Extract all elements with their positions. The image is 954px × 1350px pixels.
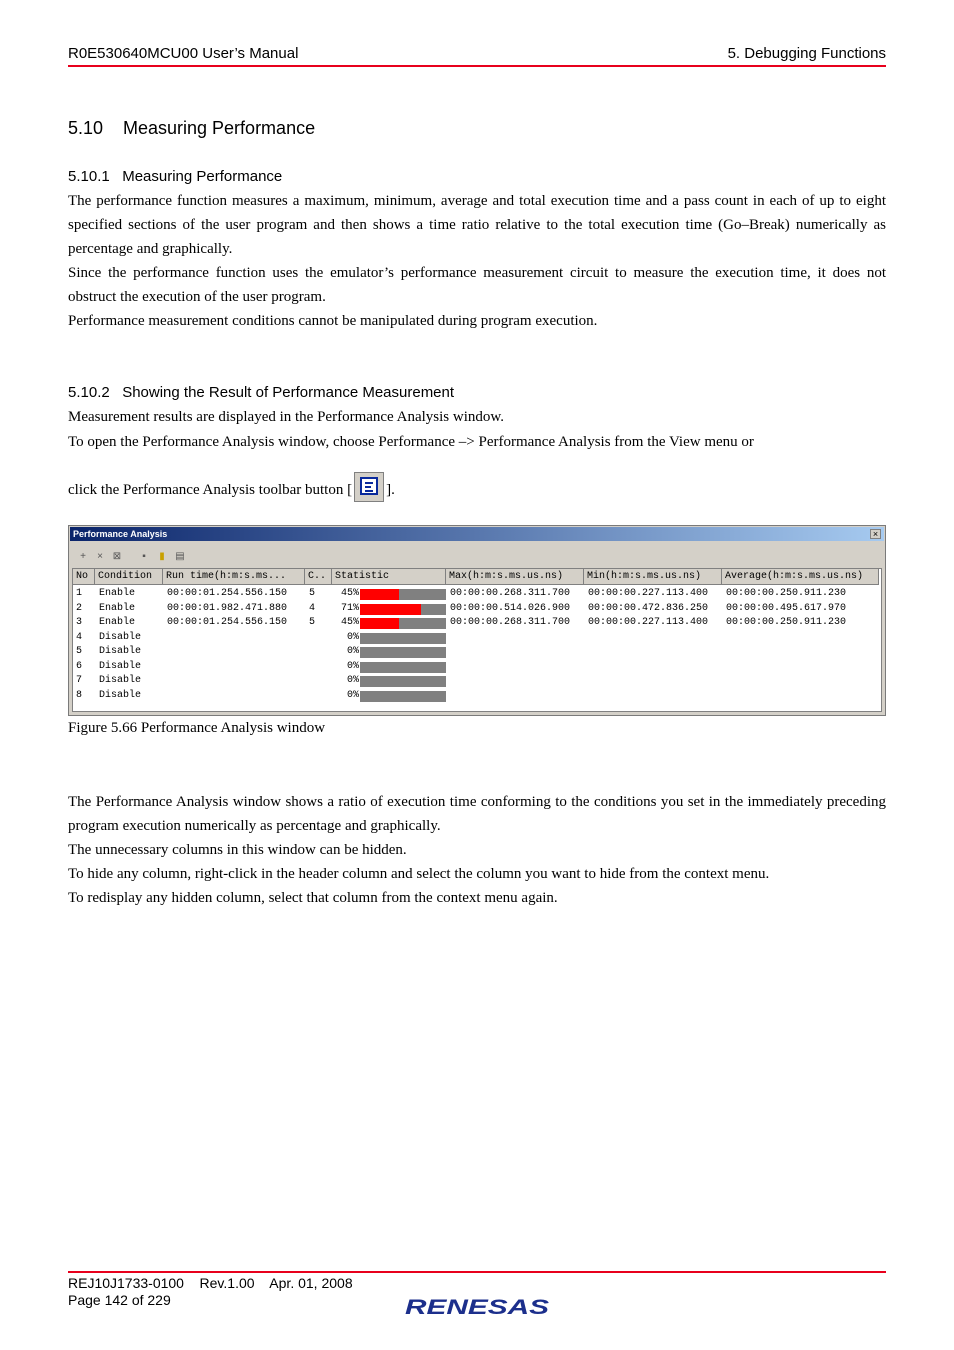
cell-average: 00:00:00.495.617.970 — [726, 602, 847, 614]
statistic-bar — [360, 676, 446, 687]
window-title-bar — [70, 527, 884, 541]
delete-condition-icon[interactable]: × — [97, 551, 103, 562]
column-header-average[interactable]: Average(h:m:s.ms.us.ns) — [722, 569, 879, 585]
section-heading — [68, 118, 315, 139]
column-header-run-time[interactable]: Run time(h:m:s.ms... — [163, 569, 305, 585]
column-header-no[interactable]: No — [73, 569, 95, 585]
table-row[interactable] — [73, 674, 881, 689]
statistic-bar — [360, 633, 446, 644]
cell-average: 00:00:00.250.911.230 — [726, 588, 847, 599]
paragraph: To hide any column, right-click in the header column and select the column you want to hide from the context menu. — [68, 866, 770, 882]
cell-percent: 0% — [346, 631, 359, 643]
cell-condition: Enable — [99, 588, 136, 599]
statistic-bar — [360, 662, 446, 673]
subsection-2-heading: 5.10.2 Showing the Result of Performance Measurement — [68, 384, 455, 401]
table-row[interactable] — [73, 631, 881, 646]
table-row[interactable] — [73, 689, 881, 704]
disable-icon[interactable]: ▮ — [159, 551, 165, 562]
column-header-count[interactable]: C.. — [305, 569, 332, 585]
paragraph: To redisplay any hidden column, select that column from the context menu again. — [68, 890, 558, 906]
statistic-bar — [360, 647, 446, 658]
cell-no: 3 — [76, 617, 83, 628]
window-toolbar — [72, 547, 882, 567]
cell-no: 5 — [76, 646, 83, 657]
cell-run-time: 00:00:01.254.556.150 — [167, 588, 288, 599]
cell-condition: Enable — [99, 617, 136, 628]
cell-percent: 0% — [346, 689, 359, 701]
statistic-bar — [360, 589, 446, 600]
performance-analysis-window — [68, 525, 886, 716]
cell-condition: Disable — [99, 689, 142, 701]
delete-all-icon[interactable]: ⊠ — [112, 551, 122, 562]
footer-page-number: Page 142 of 229 — [68, 1292, 171, 1308]
column-header-min[interactable]: Min(h:m:s.ms.us.ns) — [584, 569, 722, 585]
text-after-button: ]. — [386, 482, 395, 498]
header-manual-title: R0E530640MCU00 User’s Manual — [68, 45, 299, 62]
cell-run-time: 00:00:01.982.471.880 — [167, 602, 288, 614]
properties-icon[interactable]: ▤ — [175, 551, 185, 562]
column-header-max[interactable]: Max(h:m:s.ms.us.ns) — [446, 569, 584, 585]
performance-table — [72, 568, 882, 712]
statistic-bar-fill — [360, 618, 399, 629]
subsection-2-line-3 — [68, 472, 886, 502]
paragraph: The unnecessary columns in this window can be hidden. — [68, 842, 407, 858]
body-after-figure — [68, 790, 886, 910]
cell-percent: 71% — [340, 602, 359, 614]
footer-rule — [68, 1271, 886, 1273]
cell-min: 00:00:00.472.836.250 — [588, 602, 709, 614]
renesas-logo — [405, 1295, 551, 1317]
cell-no: 6 — [76, 660, 83, 672]
cell-min: 00:00:00.227.113.400 — [588, 617, 709, 628]
cell-max: 00:00:00.268.311.700 — [450, 588, 571, 599]
cell-percent: 0% — [346, 675, 359, 686]
header-rule — [68, 65, 886, 67]
table-row[interactable] — [73, 602, 881, 617]
performance-analysis-toolbar-icon — [354, 472, 384, 502]
window-title: Performance Analysis — [73, 529, 168, 539]
table-row[interactable] — [73, 645, 881, 660]
cell-count: 4 — [309, 602, 316, 614]
cell-run-time: 00:00:01.254.556.150 — [167, 617, 288, 628]
table-row[interactable] — [73, 587, 881, 602]
cell-count: 5 — [309, 617, 316, 628]
footer-document-id: REJ10J1733-0100 Rev.1.00 Apr. 01, 2008 — [68, 1275, 353, 1291]
cell-count: 5 — [309, 588, 316, 599]
paragraph: The performance function measures a maximum, minimum, average and total execution time and a pass count in each of up to eight specified sections of the user program and then shows a time ratio relative to the total execution time (Go–Break) numerically as percentage and graphically. — [68, 193, 886, 257]
add-condition-icon[interactable]: + — [80, 551, 86, 562]
table-row[interactable] — [73, 660, 881, 675]
cell-min: 00:00:00.227.113.400 — [588, 588, 709, 599]
cell-condition: Disable — [99, 631, 142, 643]
statistic-bar — [360, 691, 446, 702]
cell-no: 7 — [76, 675, 83, 686]
paragraph: The Performance Analysis window shows a ratio of execution time conforming to the conditions you set in the immediately preceding program execution numerically as percentage and graphically. — [68, 794, 886, 834]
statistic-bar-fill — [360, 604, 421, 615]
cell-condition: Disable — [99, 646, 142, 657]
cell-percent: 45% — [340, 588, 359, 599]
statistic-bar-fill — [360, 589, 399, 600]
statistic-bar — [360, 618, 446, 629]
column-header-condition[interactable]: Condition — [95, 569, 163, 585]
section-title: Measuring Performance — [123, 118, 316, 138]
header-chapter-title: 5. Debugging Functions — [727, 45, 886, 62]
cell-percent: 45% — [340, 617, 359, 628]
subsection-1-body — [68, 189, 886, 333]
subsection-1-heading: 5.10.1 Measuring Performance — [68, 168, 283, 185]
cell-percent: 0% — [346, 660, 359, 672]
enable-icon[interactable]: ▪ — [142, 551, 146, 562]
cell-no: 4 — [76, 631, 83, 643]
column-header-statistic[interactable]: Statistic — [332, 569, 446, 585]
cell-condition: Enable — [99, 602, 136, 614]
cell-no: 2 — [76, 602, 83, 614]
cell-condition: Disable — [99, 675, 142, 686]
cell-max: 00:00:00.268.311.700 — [450, 617, 571, 628]
renesas-logo-text: RENESAS — [405, 1296, 549, 1317]
figure-caption: Figure 5.66 Performance Analysis window — [68, 720, 326, 736]
subsection-2-line-1: Measurement results are displayed in the Performance Analysis window. — [68, 409, 504, 425]
subsection-2-line-2: To open the Performance Analysis window, choose Performance –> Performance Analysis from the View menu or — [68, 434, 754, 450]
close-button[interactable]: × — [870, 529, 881, 539]
paragraph: Performance measurement conditions cannot be manipulated during program execution. — [68, 313, 598, 329]
section-number: 5.10 — [68, 118, 104, 138]
table-row[interactable] — [73, 616, 881, 631]
cell-condition: Disable — [99, 660, 142, 672]
statistic-bar — [360, 604, 446, 615]
text-before-button: click the Performance Analysis toolbar button [ — [68, 482, 353, 498]
paragraph: Since the performance function uses the emulator’s performance measurement circuit to measure the execution time, it does not obstruct the execution of the user program. — [68, 265, 886, 305]
cell-max: 00:00:00.514.026.900 — [450, 602, 571, 614]
cell-average: 00:00:00.250.911.230 — [726, 617, 847, 628]
cell-no: 8 — [76, 689, 83, 701]
cell-no: 1 — [76, 588, 83, 599]
cell-percent: 0% — [346, 646, 359, 657]
